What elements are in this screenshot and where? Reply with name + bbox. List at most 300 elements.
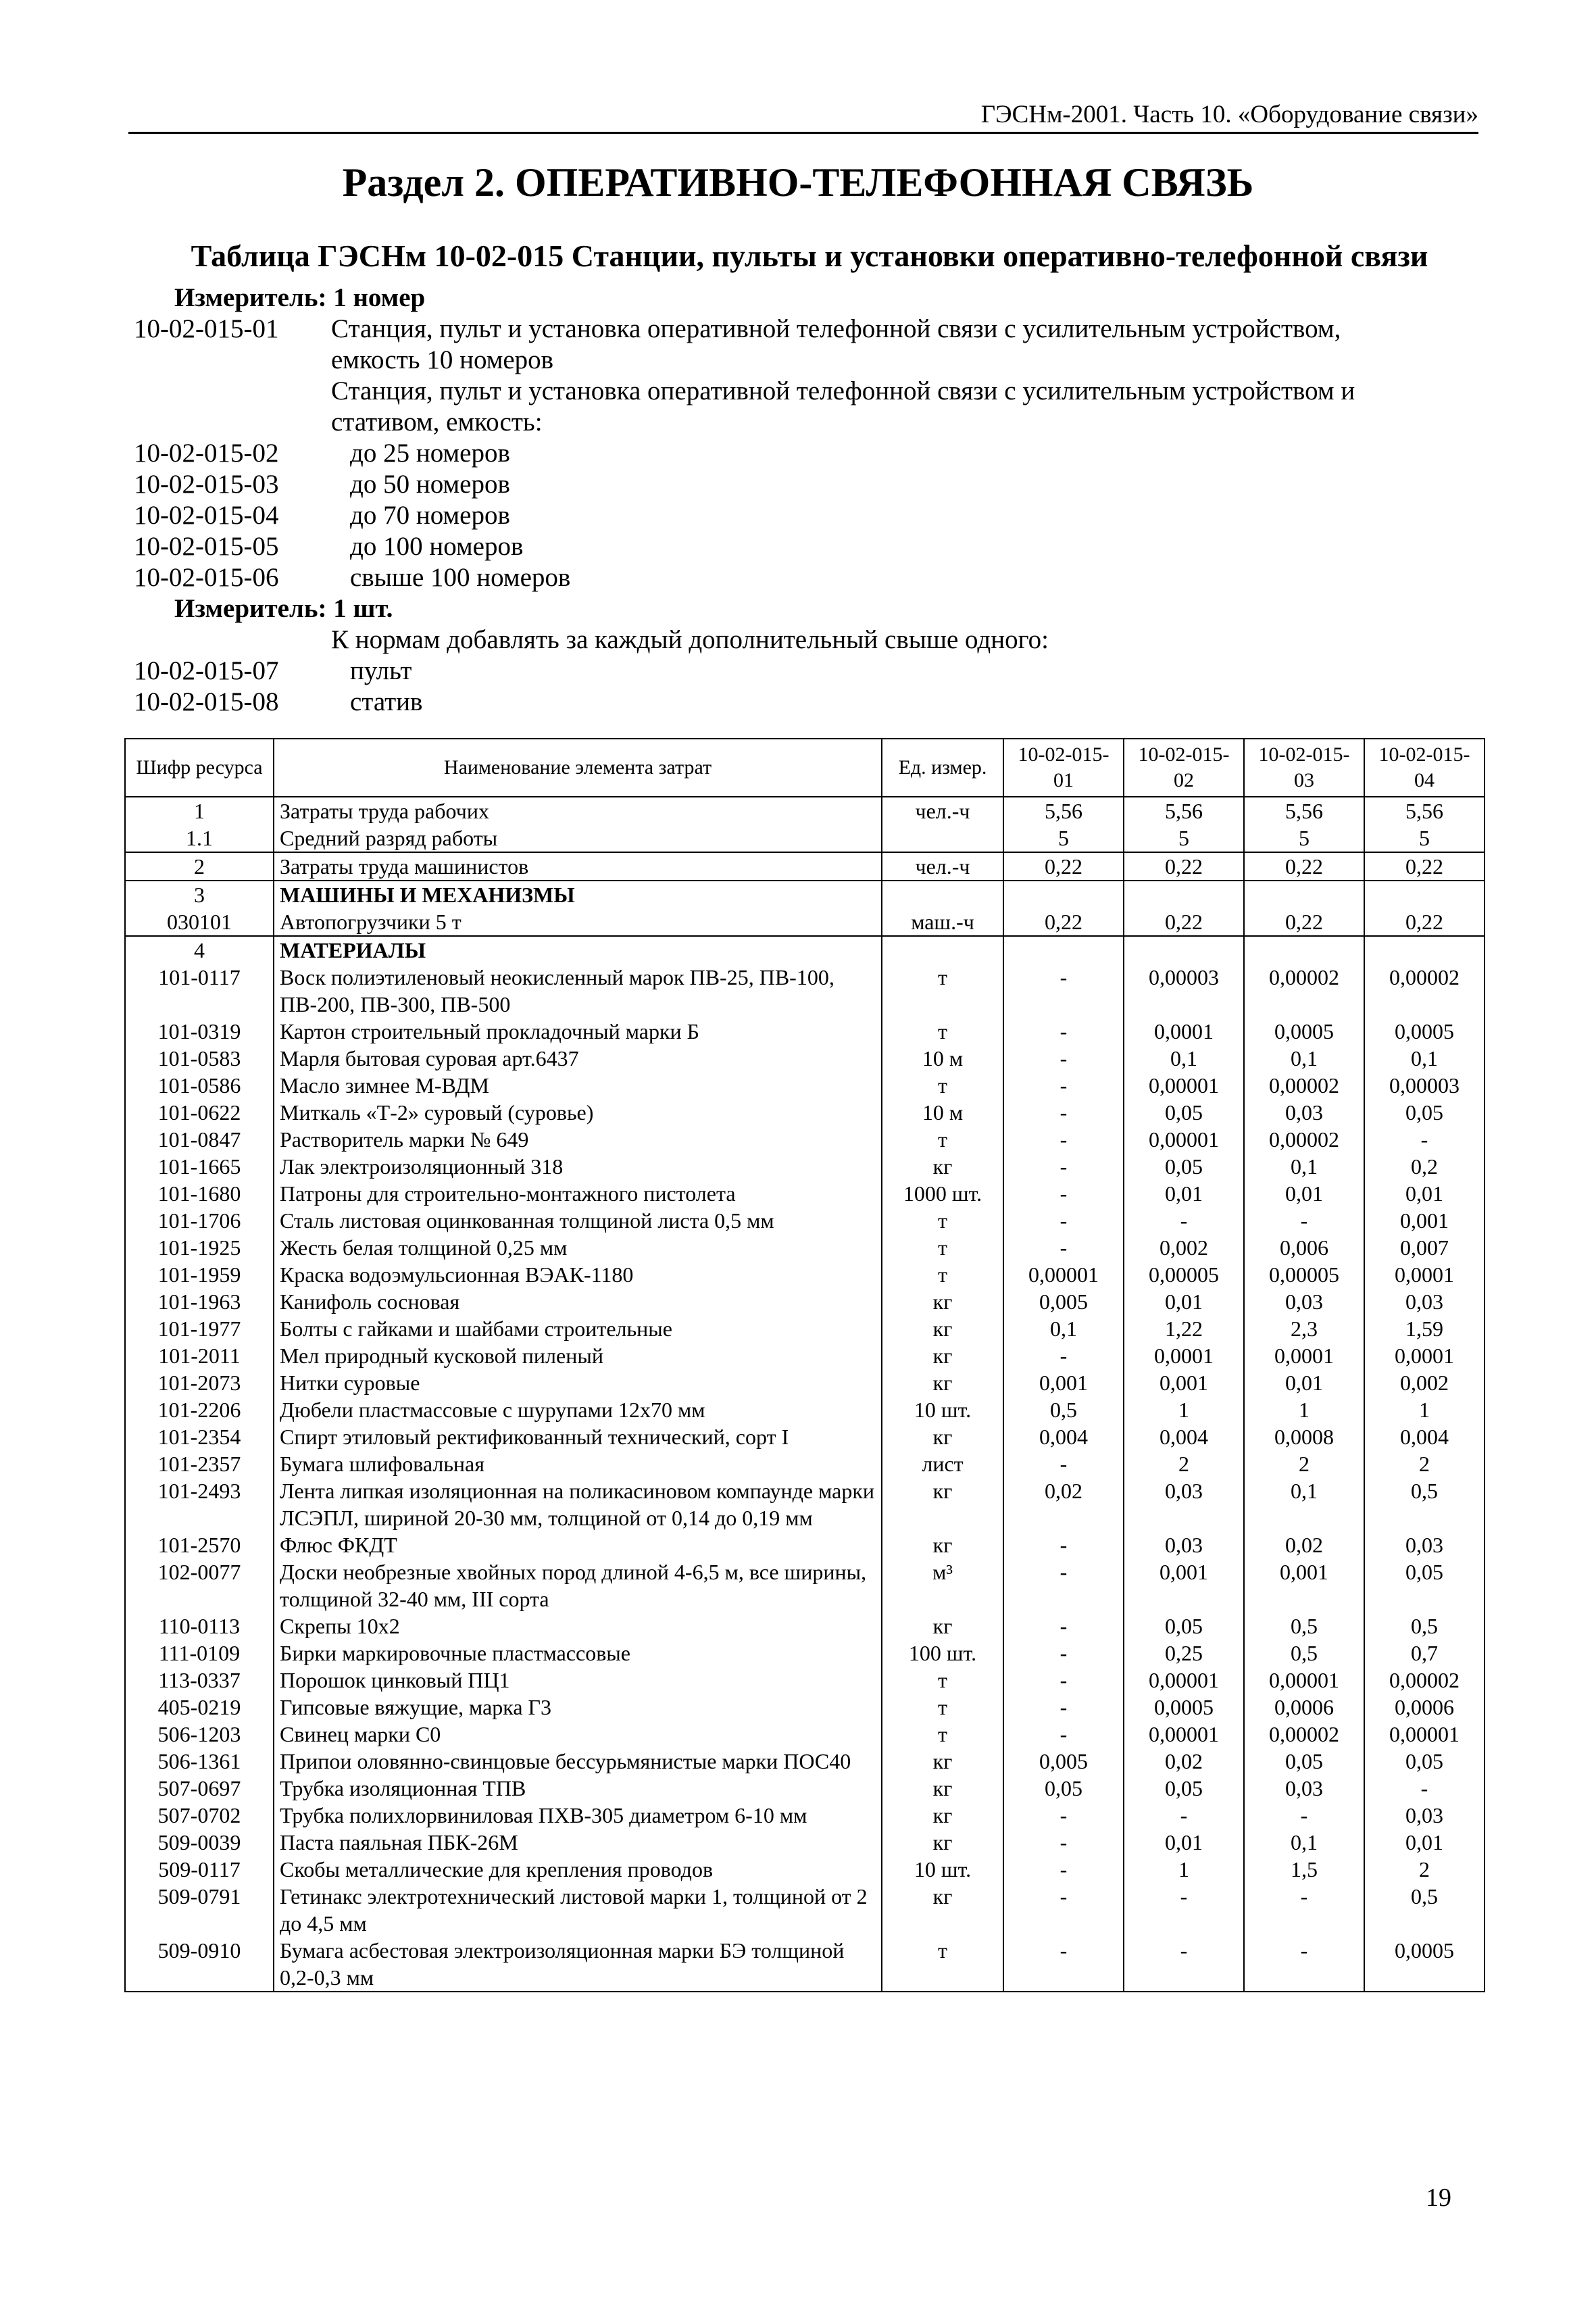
value-col-4: 0,001 <box>1364 1207 1485 1234</box>
intro-block <box>134 282 1485 718</box>
value-col-3: 2 <box>1244 1450 1364 1477</box>
norm-code: 10-02-015-04 <box>134 501 279 530</box>
value-col-3: 0,001 <box>1244 1558 1364 1613</box>
value-col-1: 0,05 <box>1003 1775 1124 1802</box>
unit: кг <box>882 1613 1003 1640</box>
value-col-1: - <box>1003 1018 1124 1045</box>
value-col-4: 2 <box>1364 1450 1485 1477</box>
unit: 1000 шт. <box>882 1180 1003 1207</box>
unit: 100 шт. <box>882 1640 1003 1667</box>
value-col-2: 0,05 <box>1124 1153 1244 1180</box>
unit: т <box>882 1721 1003 1748</box>
norm-code: 10-02-015-07 <box>134 656 279 685</box>
value-col-3: 0,00002 <box>1244 1072 1364 1099</box>
value-col-1: - <box>1003 964 1124 1018</box>
running-header: ГЭСНм-2001. Часть 10. «Оборудование связи» <box>128 100 1478 134</box>
norm-code: 10-02-015-03 <box>134 470 279 499</box>
element-name: Трубка полихлорвиниловая ПХВ-305 диаметром 6-10 мм <box>274 1802 882 1829</box>
value-col-1: 0,00001 <box>1003 1261 1124 1288</box>
value-col-4: 0,0005 <box>1364 1937 1485 1992</box>
value-col-3: - <box>1244 1802 1364 1829</box>
resource-code: 101-2011 <box>125 1342 274 1369</box>
header-code: Шифр ресурса <box>125 739 274 797</box>
resource-code: 101-0583 <box>125 1045 274 1072</box>
value-col-3: 0,0006 <box>1244 1694 1364 1721</box>
value-col-4: 0,002 <box>1364 1369 1485 1396</box>
value-col-2: 0,002 <box>1124 1234 1244 1261</box>
value-col-4: 0,00002 <box>1364 1667 1485 1694</box>
value-col-4 <box>1364 881 1485 908</box>
table-row <box>125 1613 1485 1640</box>
value-col-3 <box>1244 881 1364 908</box>
element-name: Краска водоэмульсионная ВЭАК-1180 <box>274 1261 882 1288</box>
resource-code: 101-1977 <box>125 1315 274 1342</box>
header-col-4: 10-02-015-04 <box>1364 739 1485 797</box>
value-col-2: 0,001 <box>1124 1558 1244 1613</box>
norm-text: Станция, пульт и установка оперативной телефонной связи с усилительным устройством, <box>331 314 1341 343</box>
unit: м³ <box>882 1558 1003 1613</box>
resource-code: 506-1203 <box>125 1721 274 1748</box>
unit: кг <box>882 1288 1003 1315</box>
value-col-1: - <box>1003 1126 1124 1153</box>
element-name: Марля бытовая суровая арт.6437 <box>274 1045 882 1072</box>
element-name: Гипсовые вяжущие, марка Г3 <box>274 1694 882 1721</box>
table-row <box>125 1450 1485 1477</box>
value-col-2: 0,00001 <box>1124 1072 1244 1099</box>
value-col-2: 0,22 <box>1124 852 1244 881</box>
value-col-3: 0,0008 <box>1244 1423 1364 1450</box>
element-name: Растворитель марки № 649 <box>274 1126 882 1153</box>
value-col-3: 0,1 <box>1244 1045 1364 1072</box>
value-col-1: - <box>1003 1721 1124 1748</box>
value-col-4: 0,0001 <box>1364 1342 1485 1369</box>
unit: 10 шт. <box>882 1856 1003 1883</box>
value-col-3: 0,1 <box>1244 1829 1364 1856</box>
element-name: Скрепы 10х2 <box>274 1613 882 1640</box>
element-name: Бирки маркировочные пластмассовые <box>274 1640 882 1667</box>
value-col-1: - <box>1003 1829 1124 1856</box>
value-col-1: 0,22 <box>1003 852 1124 881</box>
value-col-4: 0,0001 <box>1364 1261 1485 1288</box>
value-col-1: - <box>1003 1613 1124 1640</box>
table-row <box>125 1829 1485 1856</box>
element-name: МАТЕРИАЛЫ <box>274 936 882 964</box>
value-col-4: 5,56 <box>1364 797 1485 824</box>
element-name: Патроны для строительно-монтажного пистолета <box>274 1180 882 1207</box>
resource-table <box>124 738 1485 1992</box>
value-col-1: - <box>1003 1694 1124 1721</box>
resource-code: 4 <box>125 936 274 964</box>
value-col-2: 0,03 <box>1124 1531 1244 1558</box>
value-col-4: 0,03 <box>1364 1802 1485 1829</box>
element-name: Порошок цинковый ПЦ1 <box>274 1667 882 1694</box>
norm-code: 10-02-015-05 <box>134 532 279 561</box>
norm-text: до 100 номеров <box>350 532 524 561</box>
resource-code: 405-0219 <box>125 1694 274 1721</box>
value-col-1: 0,22 <box>1003 908 1124 936</box>
unit: кг <box>882 1748 1003 1775</box>
value-col-1: - <box>1003 1099 1124 1126</box>
value-col-4: 1,59 <box>1364 1315 1485 1342</box>
value-col-4: 1 <box>1364 1396 1485 1423</box>
unit: кг <box>882 1477 1003 1531</box>
element-name: МАШИНЫ И МЕХАНИЗМЫ <box>274 881 882 908</box>
value-col-4: 0,007 <box>1364 1234 1485 1261</box>
group-text: стативом, емкость: <box>331 408 543 437</box>
unit: лист <box>882 1450 1003 1477</box>
resource-code: 101-1925 <box>125 1234 274 1261</box>
section-title: Раздел 2. ОПЕРАТИВНО-ТЕЛЕФОННАЯ СВЯЗЬ <box>342 160 1254 205</box>
value-col-4: 2 <box>1364 1856 1485 1883</box>
unit: т <box>882 1694 1003 1721</box>
table-row <box>125 824 1485 852</box>
element-name: Дюбели пластмассовые с шурупами 12х70 мм <box>274 1396 882 1423</box>
value-col-3: 0,006 <box>1244 1234 1364 1261</box>
element-name: Мел природный кусковой пиленый <box>274 1342 882 1369</box>
value-col-4: 0,05 <box>1364 1558 1485 1613</box>
value-col-1: 0,004 <box>1003 1423 1124 1450</box>
value-col-2: 0,01 <box>1124 1829 1244 1856</box>
resource-code: 110-0113 <box>125 1613 274 1640</box>
value-col-1: - <box>1003 1883 1124 1937</box>
value-col-1: - <box>1003 1072 1124 1099</box>
value-col-2: - <box>1124 1937 1244 1992</box>
unit: т <box>882 1261 1003 1288</box>
value-col-1: - <box>1003 1153 1124 1180</box>
value-col-1: 5,56 <box>1003 797 1124 824</box>
value-col-4: 5 <box>1364 824 1485 852</box>
element-name: Затраты труда машинистов <box>274 852 882 881</box>
value-col-1: 0,1 <box>1003 1315 1124 1342</box>
value-col-3: 0,00001 <box>1244 1667 1364 1694</box>
value-col-1: 5 <box>1003 824 1124 852</box>
table-row <box>125 1261 1485 1288</box>
value-col-3: - <box>1244 1937 1364 1992</box>
element-name: Затраты труда рабочих <box>274 797 882 824</box>
value-col-1: - <box>1003 1234 1124 1261</box>
value-col-4: 0,004 <box>1364 1423 1485 1450</box>
value-col-3: 0,01 <box>1244 1180 1364 1207</box>
resource-code: 101-1706 <box>125 1207 274 1234</box>
value-col-3: 0,5 <box>1244 1640 1364 1667</box>
element-name: Лента липкая изоляционная на поликасиновом компаунде марки ЛСЭПЛ, шириной 20-30 мм, толщиной от 0,14 до 0,19 мм <box>274 1477 882 1531</box>
resource-code: 2 <box>125 852 274 881</box>
value-col-2: 0,22 <box>1124 908 1244 936</box>
value-col-2: 0,00005 <box>1124 1261 1244 1288</box>
resource-code: 507-0697 <box>125 1775 274 1802</box>
header-col-2: 10-02-015-02 <box>1124 739 1244 797</box>
value-col-2: 0,25 <box>1124 1640 1244 1667</box>
table-row <box>125 1883 1485 1937</box>
value-col-1: - <box>1003 1667 1124 1694</box>
table-row <box>125 1667 1485 1694</box>
unit <box>882 824 1003 852</box>
element-name: Доски необрезные хвойных пород длиной 4-6,5 м, все ширины, толщиной 32-40 мм, III сорта <box>274 1558 882 1613</box>
value-col-4: 0,05 <box>1364 1099 1485 1126</box>
value-col-3: - <box>1244 1207 1364 1234</box>
resource-code: 509-0791 <box>125 1883 274 1937</box>
header-name: Наименование элемента затрат <box>274 739 882 797</box>
unit: т <box>882 1126 1003 1153</box>
unit: маш.-ч <box>882 908 1003 936</box>
value-col-2: 1,22 <box>1124 1315 1244 1342</box>
resource-code: 102-0077 <box>125 1558 274 1613</box>
resource-code: 1 <box>125 797 274 824</box>
unit: чел.-ч <box>882 852 1003 881</box>
resource-code: 1.1 <box>125 824 274 852</box>
value-col-4: 0,7 <box>1364 1640 1485 1667</box>
element-name: Свинец марки С0 <box>274 1721 882 1748</box>
value-col-4: 0,0005 <box>1364 1018 1485 1045</box>
table-row <box>125 1045 1485 1072</box>
resource-code: 509-0910 <box>125 1937 274 1992</box>
resource-code: 509-0039 <box>125 1829 274 1856</box>
value-col-2 <box>1124 881 1244 908</box>
table-row <box>125 1396 1485 1423</box>
value-col-1: - <box>1003 1180 1124 1207</box>
value-col-3: 0,03 <box>1244 1099 1364 1126</box>
header-unit: Ед. измер. <box>882 739 1003 797</box>
value-col-2: - <box>1124 1802 1244 1829</box>
resource-code: 101-0622 <box>125 1099 274 1126</box>
value-col-3: 0,02 <box>1244 1531 1364 1558</box>
norm-text: пульт <box>350 656 412 685</box>
table-row <box>125 964 1485 1018</box>
resource-code: 113-0337 <box>125 1667 274 1694</box>
value-col-4: 0,2 <box>1364 1153 1485 1180</box>
value-col-3: 0,05 <box>1244 1748 1364 1775</box>
resource-code: 101-2570 <box>125 1531 274 1558</box>
value-col-1: 0,001 <box>1003 1369 1124 1396</box>
norm-text: емкость 10 номеров <box>331 345 554 374</box>
norm-text: статив <box>350 687 423 716</box>
table-row <box>125 1694 1485 1721</box>
norm-text: до 25 номеров <box>350 439 510 468</box>
resource-code: 101-1963 <box>125 1288 274 1315</box>
table-row <box>125 881 1485 908</box>
value-col-4: - <box>1364 1126 1485 1153</box>
table-row <box>125 1234 1485 1261</box>
resource-code: 509-0117 <box>125 1856 274 1883</box>
table-row <box>125 908 1485 936</box>
value-col-1: 0,02 <box>1003 1477 1124 1531</box>
value-col-3: 0,5 <box>1244 1613 1364 1640</box>
value-col-3: 0,1 <box>1244 1153 1364 1180</box>
element-name: Жесть белая толщиной 0,25 мм <box>274 1234 882 1261</box>
value-col-1 <box>1003 936 1124 964</box>
value-col-3: 0,1 <box>1244 1477 1364 1531</box>
value-col-4: 0,03 <box>1364 1288 1485 1315</box>
resource-code: 101-1959 <box>125 1261 274 1288</box>
norm-text: свыше 100 номеров <box>350 563 571 592</box>
value-col-3: 0,0001 <box>1244 1342 1364 1369</box>
value-col-2: 0,01 <box>1124 1288 1244 1315</box>
value-col-2: 0,001 <box>1124 1369 1244 1396</box>
element-name: Флюс ФКДТ <box>274 1531 882 1558</box>
table-row <box>125 1018 1485 1045</box>
value-col-3: 2,3 <box>1244 1315 1364 1342</box>
norm-code: 10-02-015-08 <box>134 687 279 716</box>
unit <box>882 881 1003 908</box>
element-name: Лак электроизоляционный 318 <box>274 1153 882 1180</box>
element-name: Сталь листовая оцинкованная толщиной листа 0,5 мм <box>274 1207 882 1234</box>
value-col-4: 0,00003 <box>1364 1072 1485 1099</box>
unit: т <box>882 964 1003 1018</box>
value-col-3: 0,00002 <box>1244 1721 1364 1748</box>
value-col-3: - <box>1244 1883 1364 1937</box>
table-row <box>125 1721 1485 1748</box>
value-col-2: 0,05 <box>1124 1613 1244 1640</box>
value-col-4: 0,0006 <box>1364 1694 1485 1721</box>
value-col-2: 0,004 <box>1124 1423 1244 1450</box>
resource-code: 101-0319 <box>125 1018 274 1045</box>
unit: т <box>882 1018 1003 1045</box>
table-row <box>125 1315 1485 1342</box>
value-col-1: - <box>1003 1045 1124 1072</box>
value-col-3: 5 <box>1244 824 1364 852</box>
value-col-4: - <box>1364 1775 1485 1802</box>
table-row <box>125 1369 1485 1396</box>
element-name: Бумага шлифовальная <box>274 1450 882 1477</box>
unit: т <box>882 1937 1003 1992</box>
element-name: Гетинакс электротехнический листовой марки 1, толщиной от 2 до 4,5 мм <box>274 1883 882 1937</box>
value-col-1: - <box>1003 1531 1124 1558</box>
element-name: Бумага асбестовая электроизоляционная марки БЭ толщиной 0,2-0,3 мм <box>274 1937 882 1992</box>
value-col-3: 0,00002 <box>1244 1126 1364 1153</box>
table-row <box>125 936 1485 964</box>
element-name: Болты с гайками и шайбами строительные <box>274 1315 882 1342</box>
element-name: Спирт этиловый ректификованный технический, сорт I <box>274 1423 882 1450</box>
value-col-4: 0,03 <box>1364 1531 1485 1558</box>
table-row <box>125 1558 1485 1613</box>
value-col-2: 0,00003 <box>1124 964 1244 1018</box>
resource-code: 101-2357 <box>125 1450 274 1477</box>
value-col-3: 0,0005 <box>1244 1018 1364 1045</box>
value-col-2: 0,03 <box>1124 1477 1244 1531</box>
value-col-3: 0,03 <box>1244 1288 1364 1315</box>
table-row <box>125 1748 1485 1775</box>
unit: т <box>882 1667 1003 1694</box>
value-col-2: 0,0005 <box>1124 1694 1244 1721</box>
value-col-4: 0,01 <box>1364 1180 1485 1207</box>
resource-code: 507-0702 <box>125 1802 274 1829</box>
table-row <box>125 852 1485 881</box>
value-col-4: 0,5 <box>1364 1613 1485 1640</box>
value-col-2: 5,56 <box>1124 797 1244 824</box>
value-col-1: - <box>1003 1342 1124 1369</box>
table-row <box>125 1342 1485 1369</box>
group-text: Станция, пульт и установка оперативной телефонной связи с усилительным устройством и <box>331 376 1355 405</box>
table-row <box>125 1531 1485 1558</box>
value-col-1: - <box>1003 1450 1124 1477</box>
unit: кг <box>882 1342 1003 1369</box>
value-col-2 <box>1124 936 1244 964</box>
table-row <box>125 1072 1485 1099</box>
element-name: Масло зимнее М-ВДМ <box>274 1072 882 1099</box>
value-col-2: 0,1 <box>1124 1045 1244 1072</box>
resource-code: 101-1665 <box>125 1153 274 1180</box>
add-text: К нормам добавлять за каждый дополнительный свыше одного: <box>331 625 1049 654</box>
table-row <box>125 1775 1485 1802</box>
value-col-2: - <box>1124 1883 1244 1937</box>
norm-code: 10-02-015-01 <box>134 314 279 343</box>
value-col-2: 0,0001 <box>1124 1018 1244 1045</box>
meter-label: Измеритель: 1 шт. <box>174 594 393 623</box>
element-name: Припои оловянно-свинцовые бессурьмянистые марки ПОС40 <box>274 1748 882 1775</box>
value-col-4: 0,22 <box>1364 908 1485 936</box>
resource-code: 101-2493 <box>125 1477 274 1531</box>
unit: кг <box>882 1883 1003 1937</box>
resource-code: 030101 <box>125 908 274 936</box>
unit: т <box>882 1207 1003 1234</box>
norm-text: до 50 номеров <box>350 470 510 499</box>
element-name: Воск полиэтиленовый неокисленный марок ПВ-25, ПВ-100, ПВ-200, ПВ-300, ПВ-500 <box>274 964 882 1018</box>
element-name: Трубка изоляционная ТПВ <box>274 1775 882 1802</box>
element-name: Нитки суровые <box>274 1369 882 1396</box>
element-name: Канифоль сосновая <box>274 1288 882 1315</box>
value-col-4: 0,00001 <box>1364 1721 1485 1748</box>
resource-code: 101-2206 <box>125 1396 274 1423</box>
value-col-2: 0,05 <box>1124 1099 1244 1126</box>
value-col-1 <box>1003 881 1124 908</box>
page-number: 19 <box>1426 2184 1451 2212</box>
value-col-3: 1,5 <box>1244 1856 1364 1883</box>
value-col-1: 0,005 <box>1003 1288 1124 1315</box>
value-col-2: 0,05 <box>1124 1775 1244 1802</box>
value-col-4: 0,00002 <box>1364 964 1485 1018</box>
resource-code: 3 <box>125 881 274 908</box>
value-col-3: 0,01 <box>1244 1369 1364 1396</box>
unit: т <box>882 1234 1003 1261</box>
unit: т <box>882 1072 1003 1099</box>
value-col-3: 0,00005 <box>1244 1261 1364 1288</box>
value-col-1: - <box>1003 1207 1124 1234</box>
unit: кг <box>882 1775 1003 1802</box>
value-col-2: 5 <box>1124 824 1244 852</box>
unit: кг <box>882 1315 1003 1342</box>
table-row <box>125 1126 1485 1153</box>
element-name: Скобы металлические для крепления проводов <box>274 1856 882 1883</box>
value-col-4: 0,1 <box>1364 1045 1485 1072</box>
value-col-2: 1 <box>1124 1856 1244 1883</box>
value-col-1: - <box>1003 1640 1124 1667</box>
value-col-2: 0,02 <box>1124 1748 1244 1775</box>
unit: 10 м <box>882 1099 1003 1126</box>
element-name: Картон строительный прокладочный марки Б <box>274 1018 882 1045</box>
value-col-1: 0,005 <box>1003 1748 1124 1775</box>
norm-code: 10-02-015-06 <box>134 563 279 592</box>
resource-code: 101-0847 <box>125 1126 274 1153</box>
value-col-2: - <box>1124 1207 1244 1234</box>
table-row <box>125 1856 1485 1883</box>
value-col-1: - <box>1003 1802 1124 1829</box>
header-col-1: 10-02-015-01 <box>1003 739 1124 797</box>
value-col-3: 5,56 <box>1244 797 1364 824</box>
value-col-1: - <box>1003 1937 1124 1992</box>
value-col-2: 0,00001 <box>1124 1667 1244 1694</box>
table-row <box>125 1099 1485 1126</box>
value-col-4: 0,05 <box>1364 1748 1485 1775</box>
value-col-2: 0,0001 <box>1124 1342 1244 1369</box>
value-col-3 <box>1244 936 1364 964</box>
table-row <box>125 797 1485 824</box>
element-name: Миткаль «Т-2» суровый (суровье) <box>274 1099 882 1126</box>
table-row <box>125 1477 1485 1531</box>
value-col-4: 0,5 <box>1364 1883 1485 1937</box>
element-name: Средний разряд работы <box>274 824 882 852</box>
unit: кг <box>882 1369 1003 1396</box>
table-body <box>125 797 1485 1992</box>
